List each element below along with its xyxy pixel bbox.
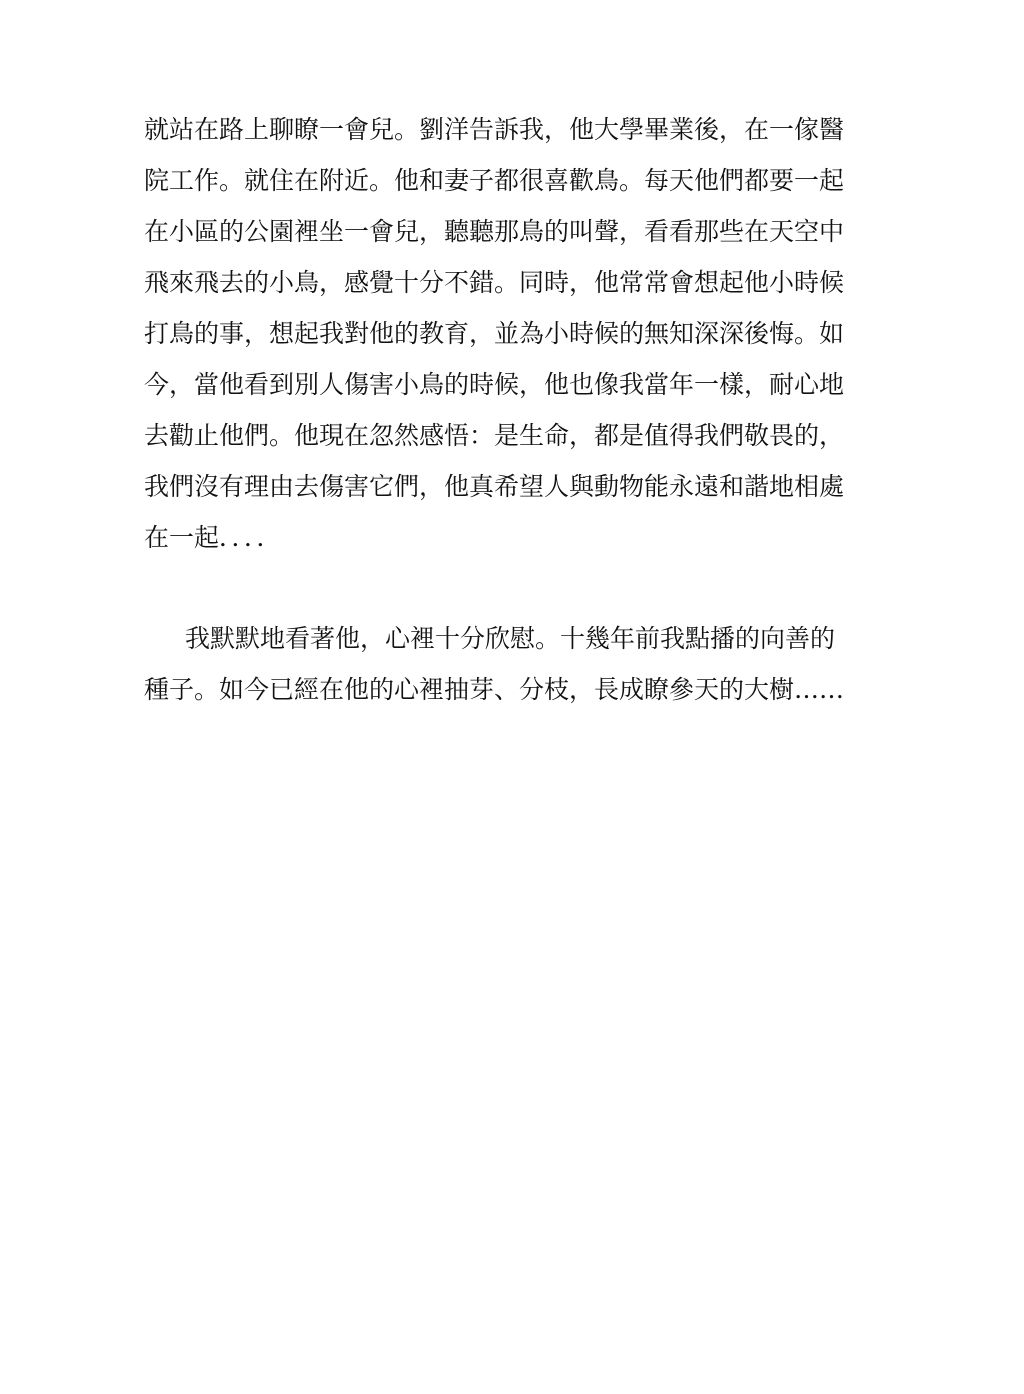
text-line: 今，當他看到別人傷害小鳥的時候，他也像我當年一樣，耐心地 <box>144 370 844 399</box>
text-line: 種子。如今已經在他的心裡抽芽、分枝，長成瞭參天的大樹…… <box>144 675 844 704</box>
text-line: 就站在路上聊瞭一會兒。劉洋告訴我，他大學畢業後，在一傢醫 <box>144 115 844 144</box>
text-line: 我們沒有理由去傷害它們，他真希望人與動物能永遠和諧地相處 <box>144 472 844 501</box>
text-line: 在一起．．．． <box>144 523 282 552</box>
body-text <box>144 104 844 715</box>
text-line: 去勸止他們。他現在忽然感悟：是生命，都是值得我們敬畏的， <box>144 421 844 450</box>
text-line: 我默默地看著他，心裡十分欣慰。十幾年前我點播的向善的 <box>185 624 836 653</box>
text-line: 飛來飛去的小鳥，感覺十分不錯。同時，他常常會想起他小時候 <box>144 268 844 297</box>
text-line: 打鳥的事，想起我對他的教育，並為小時候的無知深深後悔。如 <box>144 319 844 348</box>
paragraph-spacer <box>144 563 844 613</box>
text-line: 院工作。就住在附近。他和妻子都很喜歡鳥。每天他們都要一起 <box>144 166 844 195</box>
text-line: 在小區的公園裡坐一會兒，聽聽那鳥的叫聲，看看那些在天空中 <box>144 217 844 246</box>
paragraph-2 <box>144 613 844 715</box>
paragraph-1 <box>144 104 844 563</box>
